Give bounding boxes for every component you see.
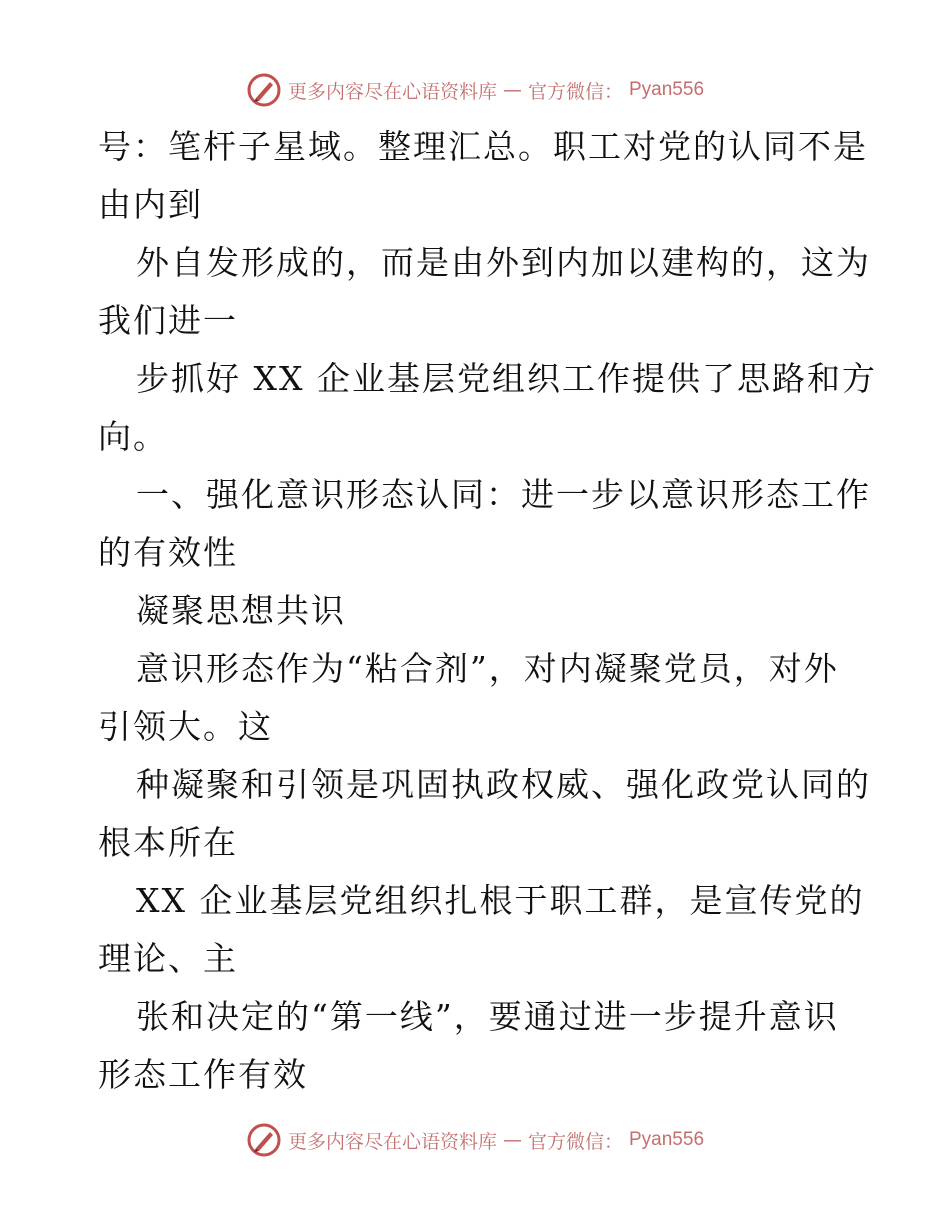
body-line: 凝聚思想共识 bbox=[136, 591, 346, 630]
body-line: 号：笔杆子星域。整理汇总。职工对党的认同不是 bbox=[98, 127, 868, 166]
body-line: 外自发形成的，而是由外到内加以建构的，这为 bbox=[136, 243, 871, 282]
pen-logo-icon bbox=[246, 1122, 282, 1158]
body-line: 的有效性 bbox=[98, 533, 238, 572]
banner-wechat-label: 官方微信： bbox=[527, 80, 623, 103]
document-body bbox=[98, 118, 877, 1104]
body-line: 引领大。这 bbox=[98, 707, 273, 746]
banner-wechat-account: Pyan556 bbox=[629, 1129, 705, 1150]
body-line: 理论、主 bbox=[98, 939, 238, 978]
body-line: 步抓好 XX 企业基层党组织工作提供了思路和方 bbox=[136, 359, 877, 398]
body-line: XX 企业基层党组织扎根于职工群，是宣传党的 bbox=[136, 881, 865, 920]
body-line: 我们进一 bbox=[98, 301, 238, 340]
banner-text: 更多内容尽在心语资料库 bbox=[287, 1130, 497, 1153]
footer-banner bbox=[0, 1120, 950, 1160]
body-line: 由内到 bbox=[98, 185, 203, 224]
banner-wechat-label: 官方微信： bbox=[527, 1130, 623, 1153]
pen-logo-icon bbox=[246, 72, 282, 108]
body-line: 形态工作有效 bbox=[98, 1055, 308, 1094]
banner-dash: — bbox=[502, 79, 522, 101]
body-line: 根本所在 bbox=[98, 823, 238, 862]
body-line: 向。 bbox=[98, 417, 168, 456]
body-line: 张和决定的“第一线”，要通过进一步提升意识 bbox=[136, 997, 839, 1036]
body-line: 意识形态作为“粘合剂”，对内凝聚党员，对外 bbox=[136, 649, 839, 688]
body-line: 种凝聚和引领是巩固执政权威、强化政党认同的 bbox=[136, 765, 871, 804]
banner-dash: — bbox=[502, 1129, 522, 1151]
header-banner bbox=[0, 70, 950, 110]
body-line: 一、强化意识形态认同：进一步以意识形态工作 bbox=[136, 475, 871, 514]
banner-wechat-account: Pyan556 bbox=[629, 79, 705, 100]
banner-text: 更多内容尽在心语资料库 bbox=[287, 80, 497, 103]
